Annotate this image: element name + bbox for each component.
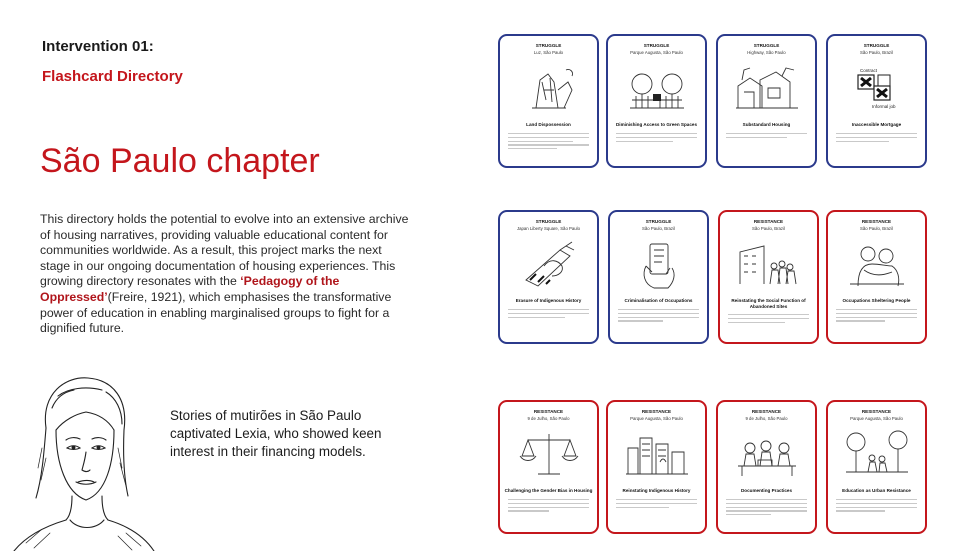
card-text-lines	[616, 133, 697, 144]
card-category: STRUGGLE	[535, 43, 562, 48]
intervention-label: Intervention 01:	[42, 38, 154, 55]
park-gathering-illustration	[842, 426, 912, 480]
card-6[interactable]	[608, 210, 709, 344]
card-category: RESISTANCE	[533, 409, 564, 414]
card-category: STRUGGLE	[535, 219, 562, 224]
card-location: Parque Augusta, São Paulo	[630, 50, 683, 55]
checklist-illustration	[842, 60, 912, 114]
card-location: Luz, São Paulo	[533, 50, 564, 55]
card-text-lines	[508, 499, 589, 514]
stories-caption: Stories of mutirões in São Paulo captivated Lexia, who showed keen interest in their financing models.	[170, 408, 382, 459]
card-location: São Paulo, Brazil	[642, 226, 675, 231]
card-title: Erasure of Indigenous History	[515, 298, 582, 303]
card-5[interactable]	[498, 210, 599, 344]
card-text-lines	[508, 309, 589, 320]
description-text-start: This directory holds the potential to evolve into an extensive archive of housing narratives, providing valuable educational content for communities worldwide. As a result, this project marks the next stage in our ongoing documentation of housing experiences. This growing directory resonates with the	[40, 212, 409, 289]
card-category: RESISTANCE	[751, 409, 782, 414]
card-location: Parque Augusta, São Paulo	[630, 416, 683, 421]
card-text-lines	[726, 499, 807, 518]
card-category: STRUGGLE	[645, 219, 672, 224]
card-title: Inaccessible Mortgage	[851, 122, 902, 127]
scales-illustration	[514, 426, 584, 480]
card-category: STRUGGLE	[643, 43, 670, 48]
card-title: Challenging the Gender Bias in Housing	[504, 488, 593, 493]
pedagogy-reference: ‘Pedagogy of the Oppressed’	[40, 274, 340, 304]
card-title: Land Dispossession	[526, 122, 571, 127]
card-7[interactable]	[718, 210, 819, 344]
card-category: STRUGGLE	[863, 43, 890, 48]
card-title: Substandard Housing	[742, 122, 791, 127]
contract-label: Contract	[860, 68, 878, 73]
card-1[interactable]	[498, 34, 599, 168]
card-3[interactable]	[716, 34, 817, 168]
card-location: 9 de Julho, São Paulo	[527, 416, 570, 421]
card-location: Japan Liberty Square, São Paulo	[516, 226, 581, 231]
card-location: Parque Augusta, São Paulo	[850, 416, 903, 421]
card-location: São Paulo, Brazil	[860, 50, 893, 55]
description-text-end: (Freire, 1921), which emphasises the transformative power of education in enabling marginalised groups to fight for a dignified future.	[40, 289, 392, 336]
card-text-lines	[728, 314, 809, 325]
card-title: Reinstating Indigenous History	[622, 488, 691, 493]
card-category: STRUGGLE	[753, 43, 780, 48]
card-text-lines	[836, 499, 917, 514]
description-paragraph	[40, 212, 412, 337]
card-location: 9 de Julho, São Paulo	[745, 416, 788, 421]
card-title: Education as Urban Resistance	[842, 488, 911, 493]
lexia-portrait-illustration	[6, 368, 156, 551]
writing-hand-illustration	[514, 236, 584, 290]
card-location: Highway, São Paulo	[747, 50, 786, 55]
card-title: Documenting Practices	[740, 488, 793, 493]
card-text-lines	[618, 309, 699, 324]
phone-hand-illustration	[624, 236, 694, 290]
card-title: Reinstating the Social Function of Abandoned Sites	[731, 298, 806, 309]
fenced-trees-illustration	[622, 60, 692, 114]
card-category: RESISTANCE	[753, 219, 784, 224]
card-title: Diminishing Access to Green Spaces	[615, 122, 697, 127]
card-category: RESISTANCE	[861, 409, 892, 414]
card-text-lines	[836, 133, 917, 144]
shacks-illustration	[732, 60, 802, 114]
card-text-lines	[836, 309, 917, 324]
card-category: RESISTANCE	[861, 219, 892, 224]
crowd-building-illustration	[734, 236, 804, 290]
card-12[interactable]	[826, 400, 927, 534]
card-9[interactable]	[498, 400, 599, 534]
card-4[interactable]	[826, 34, 927, 168]
embrace-illustration	[842, 236, 912, 290]
card-10[interactable]	[606, 400, 707, 534]
card-2[interactable]	[606, 34, 707, 168]
card-category: RESISTANCE	[641, 409, 672, 414]
card-title: Criminalisation of Occupations	[624, 298, 693, 303]
card-text-lines	[726, 133, 807, 141]
card-text-lines	[508, 133, 589, 152]
flashcard-directory-label: Flashcard Directory	[42, 68, 183, 85]
card-location: São Paulo, Brazil	[860, 226, 893, 231]
informal-job-label: Informal job	[872, 104, 896, 109]
card-title: Occupations Sheltering People	[842, 298, 911, 303]
page-title: São Paulo chapter	[40, 142, 320, 180]
workshop-illustration	[732, 426, 802, 480]
city-mural-illustration	[622, 426, 692, 480]
ruins-illustration	[514, 60, 584, 114]
card-location: São Paulo, Brazil	[752, 226, 785, 231]
card-text-lines	[616, 499, 697, 510]
card-8[interactable]	[826, 210, 927, 344]
card-11[interactable]	[716, 400, 817, 534]
